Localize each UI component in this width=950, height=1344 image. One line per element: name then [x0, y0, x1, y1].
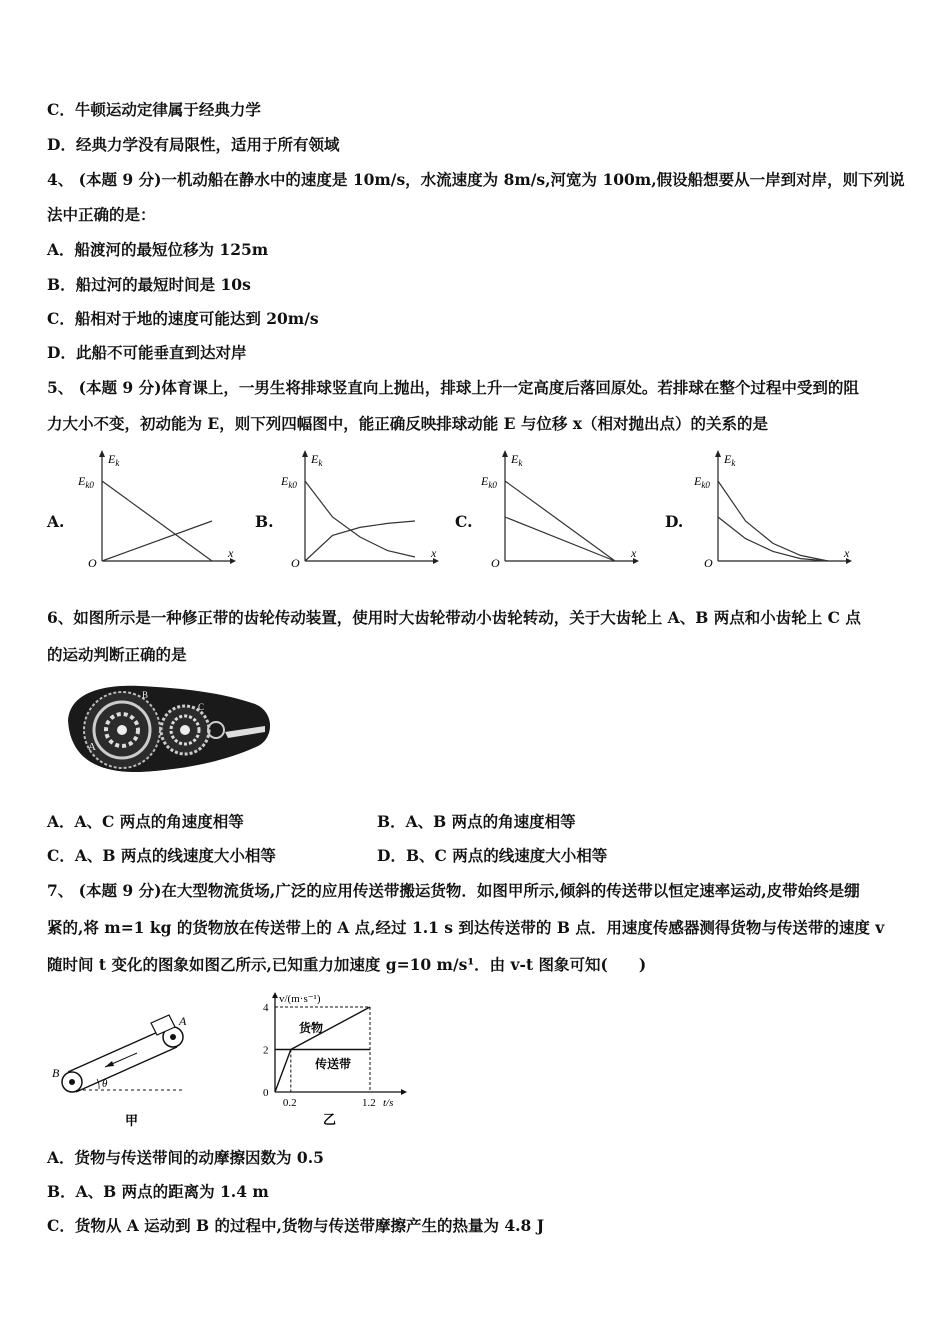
- q6-option-d: D．B、C 两点的线速度大小相等: [377, 846, 608, 865]
- q4-stem-line1: 4、 (本题 9 分)一机动船在静水中的速度是 10m/s，水流速度为 8m/s,河宽为 100m,假设船想要从一岸到对岸，则下列说: [47, 170, 905, 189]
- belt-line-label: 传送带: [315, 1057, 352, 1071]
- q7-option-c: C．货物从 A 运动到 B 的过程中,货物与传送带摩擦产生的热量为 4.8 J: [47, 1216, 545, 1235]
- vt-x-tick-0: 0.2: [282, 1097, 297, 1109]
- vt-y-axis-label: v/(m·s⁻¹): [279, 993, 321, 1005]
- q4-option-b: B．船过河的最短时间是 10s: [47, 275, 251, 294]
- y-axis-label: $E_k$: [311, 452, 323, 468]
- series-up-line: [102, 481, 212, 561]
- q7-stem-line2: 紧的,将 m=1 kg 的货物放在传送带上的 A 点,经过 1.1 s 到达传送带的 B 点．用速度传感器测得货物与传送带的速度 v: [47, 918, 885, 937]
- big-gear-hub: [117, 725, 127, 735]
- ek0-label-sub: k0: [288, 480, 297, 490]
- vt-y-arrow: [272, 992, 278, 998]
- ek-graph-d: [693, 450, 852, 570]
- belt-bottom: [76, 1047, 177, 1092]
- x-axis-label: x: [431, 546, 437, 560]
- upper-pulley-axle: [170, 1034, 176, 1040]
- point-a-label: A: [88, 741, 96, 753]
- origin-label: O: [291, 556, 300, 570]
- q7-stem-line1: 7、 (本题 9 分)在大型物流货场,广泛的应用传送带搬运货物．如图甲所示,倾斜的传送带以恒定速率运动,皮带始终是绷: [47, 881, 860, 900]
- vt-x-tick-1: 1.2: [362, 1097, 376, 1109]
- vt-y-tick-1: 2: [263, 1044, 269, 1057]
- q4-stem-line2: 法中正确的是：: [47, 205, 156, 224]
- q6-option-b: B．A、B 两点的角速度相等: [377, 812, 576, 831]
- y-axis-label: $E_k$: [724, 452, 736, 468]
- y-axis-arrow: [302, 450, 308, 457]
- q5-stem-line1: 5、 (本题 9 分)体育课上，一男生将排球竖直向上抛出，排球上升一定高度后落回原处。若排球在整个过程中受到的阻: [47, 378, 859, 397]
- small-gear-hub: [180, 725, 190, 735]
- ek0-label-sub: k0: [701, 480, 710, 490]
- x-axis-label: x: [228, 546, 234, 560]
- conveyor-figure-jia: [45, 1005, 195, 1130]
- ek-graph-c: [480, 450, 639, 570]
- series-down-line: [505, 517, 615, 561]
- series-down-line: [718, 517, 828, 561]
- q5-graph-label-a: A.: [47, 512, 65, 531]
- q5-ek-graphs: [0, 445, 950, 575]
- q5-graph-label-d: D.: [665, 512, 684, 531]
- y-axis-label: $E_k$: [108, 452, 120, 468]
- cargo-line-label: 货物: [299, 1021, 324, 1035]
- vt-x-axis-label: t/s: [383, 1097, 394, 1109]
- point-b-label: B: [52, 1066, 60, 1080]
- q3-option-d: D．经典力学没有局限性，适用于所有领域: [47, 135, 340, 154]
- q4-option-d: D．此船不可能垂直到达对岸: [47, 343, 247, 362]
- x-axis-label: x: [631, 546, 637, 560]
- angle-arc: [97, 1079, 99, 1089]
- origin-label: O: [491, 556, 500, 570]
- q5-graph-label-b: B.: [255, 512, 274, 531]
- ek0-label: $E_{k0}$: [78, 474, 94, 490]
- q5-stem-line2: 力大小不变，初动能为 E，则下列四幅图中，能正确反映排球动能 E 与位移 x（相对抛出点）的关系的是: [47, 414, 768, 433]
- y-axis-arrow: [502, 450, 508, 457]
- q6-option-c: C．A、B 两点的线速度大小相等: [47, 846, 276, 865]
- motion-arrowhead: [105, 1061, 114, 1067]
- y-axis-arrow: [99, 450, 105, 457]
- vt-y-tick-2: 0: [263, 1087, 269, 1099]
- ek0-label: $E_{k0}$: [281, 474, 297, 490]
- x-axis-label: x: [844, 546, 850, 560]
- lower-pulley-axle: [69, 1079, 75, 1085]
- figure-jia-caption: 甲: [125, 1113, 139, 1128]
- origin-label: O: [704, 556, 713, 570]
- vt-y-tick-0: 4: [263, 1002, 269, 1014]
- q5-graph-label-c: C.: [455, 512, 473, 531]
- series-up-line: [505, 481, 615, 561]
- point-b-label: B: [142, 690, 149, 700]
- vt-x-arrow: [401, 1089, 407, 1095]
- q7-option-a: A．货物与传送带间的动摩擦因数为 0.5: [47, 1148, 324, 1167]
- q4-option-c: C．船相对于地的速度可能达到 20m/s: [47, 309, 319, 328]
- ek0-label-sub: k0: [488, 480, 497, 490]
- ek0-label-sub: k0: [85, 480, 94, 490]
- vt-graph-yi: [255, 990, 415, 1130]
- ek0-label: $E_{k0}$: [481, 474, 497, 490]
- y-axis-arrow: [715, 450, 721, 457]
- series-down-line: [102, 521, 212, 561]
- theta-label: θ: [102, 1078, 108, 1090]
- y-axis-label-sub: k: [318, 458, 323, 468]
- point-c-label: C: [198, 702, 205, 712]
- q6-option-a: A．A、C 两点的角速度相等: [47, 812, 244, 831]
- q7-option-b: B．A、B 两点的距离为 1.4 m: [47, 1182, 269, 1201]
- q6-stem-line2: 的运动判断正确的是: [47, 645, 187, 664]
- q3-option-c: C．牛顿运动定律属于经典力学: [47, 100, 261, 119]
- y-axis-label-sub: k: [518, 458, 523, 468]
- q4-option-a: A．船渡河的最短位移为 125m: [47, 240, 269, 259]
- series-down-line: [305, 521, 415, 561]
- gear-drive-figure: [60, 680, 280, 775]
- figure-yi-caption: 乙: [323, 1112, 337, 1127]
- q6-stem-line1: 6、如图所示是一种修正带的齿轮传动装置，使用时大齿轮带动小齿轮转动，关于大齿轮上 A、B 两点和小齿轮上 C 点: [47, 608, 861, 627]
- belt-top: [68, 1027, 169, 1072]
- ek-graph-b: [280, 450, 439, 570]
- y-axis-label-sub: k: [115, 458, 120, 468]
- point-a-label: A: [179, 1014, 187, 1028]
- series-up-line: [718, 481, 828, 561]
- origin-label: O: [88, 556, 97, 570]
- y-axis-label-sub: k: [731, 458, 736, 468]
- y-axis-label: $E_k$: [511, 452, 523, 468]
- ek-graph-a: [77, 450, 236, 570]
- ek0-label: $E_{k0}$: [694, 474, 710, 490]
- q7-stem-line3: 随时间 t 变化的图象如图乙所示,已知重力加速度 g=10 m/s¹．由 v-t 图象可知( ): [47, 955, 647, 974]
